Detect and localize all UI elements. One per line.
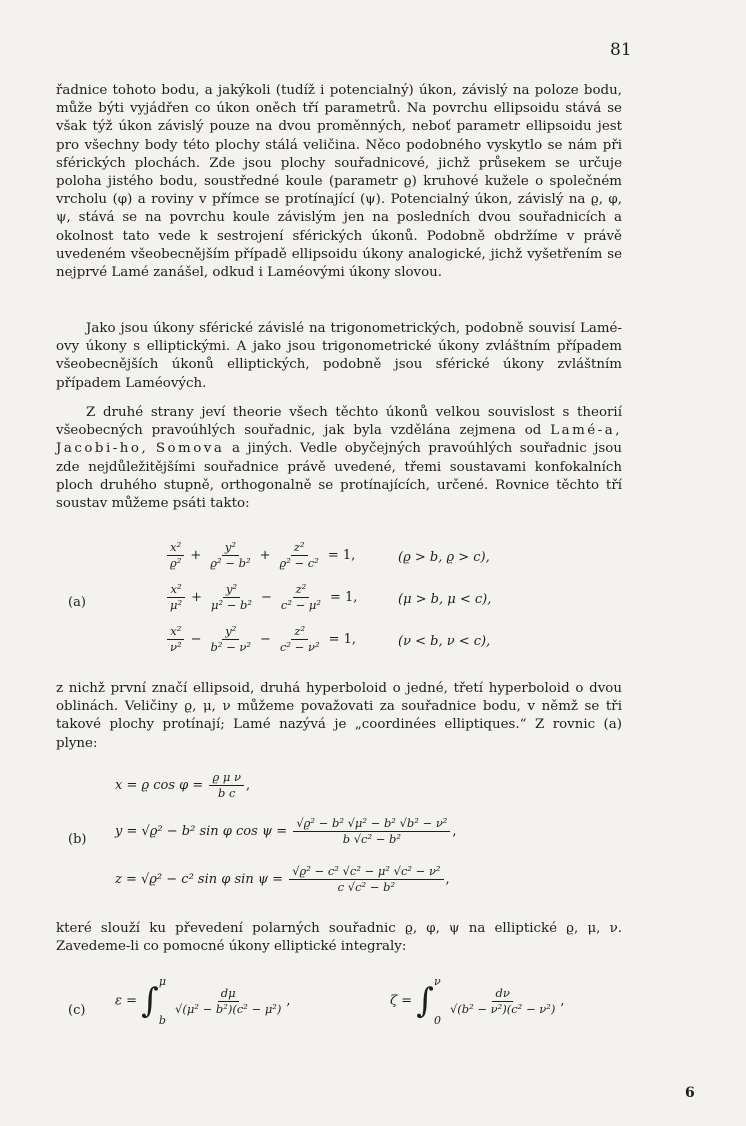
paragraph-5 [56, 920, 622, 956]
paragraph-1 [56, 82, 622, 282]
paragraph-3-text: Z druhé strany jeví theorie všech těchto úkonů velkou souvislost s theorií všeobecných pravoúhlých souřadnic, jak byla vzdělána zejmena od Lamé-a, Jacobi-ho, Somova a jiných. Vedle obyčejných pravoúhlých souřadnic jsou zde nejdůležitějšími souřadnice právě uvedené, třemi soustavami konfokalních ploch druhého stupně, orthogonalně se protínajících, určené. Rovnice těchto tří soustav můžeme psáti takto: [56, 405, 622, 512]
condition-a-2: (μ > b, μ < c), [398, 592, 492, 607]
paragraph-5-text: které slouží ku převedení polarných souřadnic ϱ, φ, ψ na elliptické ϱ, μ, ν. Zavedeme-li co pomocné úkony elliptické integraly: [56, 921, 622, 955]
name-somov: Somova [155, 441, 225, 457]
page-number: 81 [610, 40, 632, 60]
condition-a-1: (ϱ > b, ϱ > c), [398, 550, 490, 565]
paragraph-4-text: z nichž první značí ellipsoid, druhá hyperboloid o jedné, třetí hyperboloid o dvou oblinách. Veličiny ϱ, μ, ν můžeme považovati za souřadnice bodu, v němž se tři takové plochy protínají; Lamé nazývá je „coordinées elliptiques.“ Z rovnic (a) plyne: [56, 681, 622, 751]
condition-a-3: (ν < b, ν < c), [398, 634, 491, 649]
equation-block-c [60, 975, 660, 1055]
equation-b-z: z = √ϱ² − c² sin φ sin ψ = $\frac{\text{√ϱ² − c² √c² − μ² √c² − ν²}}{\text{c √c² − b²}}$ , [115, 864, 450, 894]
equation-b-y: y = √ϱ² − b² sin φ cos ψ = $\frac{\text{√ϱ² − b² √μ² − b² √b² − ν²}}{\text{b √c² − b²}}$ , [115, 816, 457, 846]
signature-mark: 6 [685, 1085, 695, 1101]
equation-label-b: (b) [68, 832, 87, 847]
integral-sign: ∫ [416, 981, 434, 1021]
equation-label-c: (c) [68, 1003, 86, 1018]
equation-a-2: $\frac{\text{x²}}{\text{μ²}}$ + $\frac{\text{y²}}{\text{μ² − b²}}$ − $\frac{\text{z²}}{\text{c² − μ²}}$ = 1, [165, 582, 361, 613]
equation-c-zeta: ζ = ∫ ν 0 $\frac{d\nu}{\text{√(b² − ν²)(c² − ν²)}}$ , [390, 975, 565, 1027]
equation-block-a [60, 540, 660, 670]
name-jacobi: Jacobi-ho, [56, 441, 149, 457]
equation-b-x: x = ϱ cos φ = $\frac{\text{ϱ μ ν}}{\text{b c}}$ , [115, 770, 251, 800]
paragraph-2-text: Jako jsou úkony sférické závislé na trigonometrických, podobně souvisí Lamé-ovy úkony s elliptickými. A jako jsou trigonometrické úkony zvláštním případem všeobecnějších úkonů elliptických, podobně jsou sférické úkony zvláštním případem Laméových. [56, 321, 622, 391]
paragraph-2 [56, 320, 622, 393]
name-lame: Lamé-a, [550, 423, 622, 439]
paragraph-1-text: řadnice tohoto bodu, a jakýkoli (tudíž i potencialný) úkon, závislý na poloze bodu, může býti vyjádřen co úkon oněch tří parametrů. Na povrchu ellipsoidu stává se však týž úkon závislý pouze na dvou proměnných, neboť parametr ellipsoidu jest pro všechny body této plochy stálá veličina. Něco podobného vyskytlo se nám při sférických plochách. Zde jsou plochy souřadnicové, jichž průsekem se určuje poloha jistého bodu, soustředné koule (parametr ϱ) kruhové kužele o společném vrcholu (φ) a roviny v přímce se protínající (ψ). Potencialný úkon, závislý na ϱ, φ, ψ, stává se na povrchu koule závislým jen na posledních dvou souřadnicích a okolnost tato vede k sestrojení sférických úkonů. Podobně obdržíme v právě uvedeném všeobecnějším případě ellipsoidu úkony analogické, jichž vyšetřením se nejprvé Lamé zanášel, odkud i Laméovými úkony slovou. [56, 83, 622, 281]
paragraph-3 [56, 404, 622, 513]
equation-a-1: $\frac{\text{x²}}{\text{ϱ²}}$ + $\frac{\text{y²}}{\text{ϱ² − b²}}$ + $\frac{\text{z²}}{\text{ϱ² − c²}}$ = 1, [165, 540, 359, 571]
equation-block-b [60, 770, 660, 910]
integral-sign: ∫ [141, 981, 159, 1021]
equation-c-epsilon: ε = ∫ μ b $\frac{d\mu}{\text{√(μ² − b²)(c² − μ²)}}$ , [115, 975, 291, 1027]
equation-a-3: $\frac{\text{x²}}{\text{ν²}}$ − $\frac{\text{y²}}{\text{b² − ν²}}$ − $\frac{\text{z²}}{\text{c² − ν²}}$ = 1, [165, 624, 360, 655]
paragraph-4 [56, 680, 622, 753]
equation-label-a: (a) [68, 595, 86, 610]
